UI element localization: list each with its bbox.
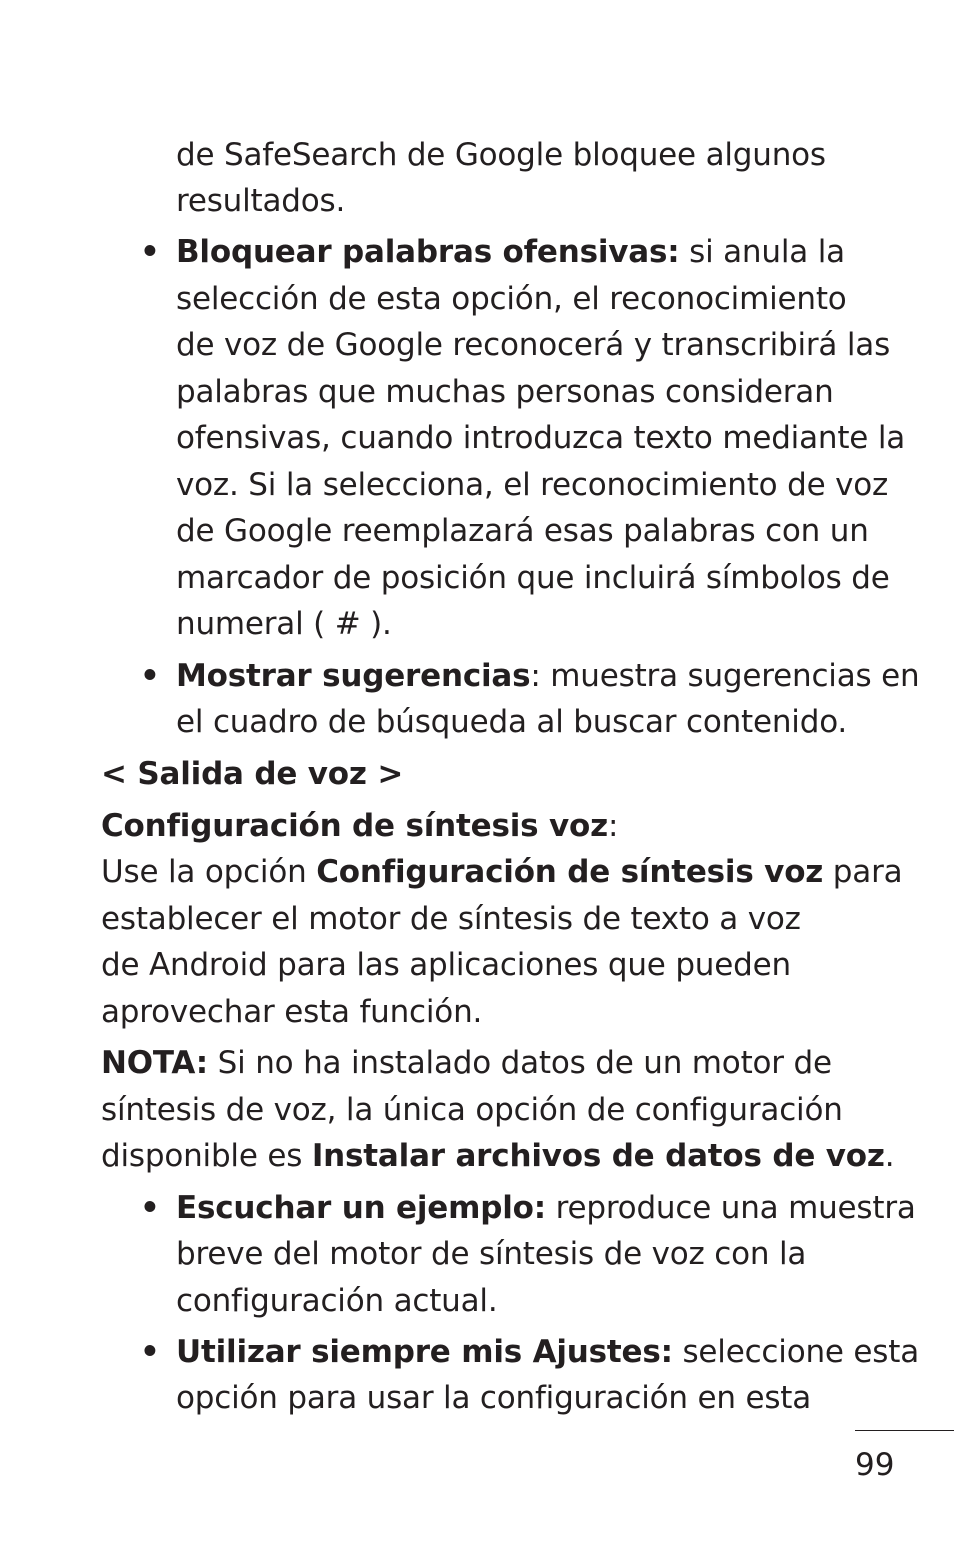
bullet-text: numeral ( # ). — [176, 606, 392, 642]
bullet-text: el cuadro de búsqueda al buscar contenido. — [176, 704, 848, 740]
continuation-line: de SafeSearch de Google bloquee algunos — [176, 137, 826, 173]
subsection-heading — [101, 803, 618, 849]
paragraph-first-line — [101, 849, 902, 895]
note-first-line — [101, 1040, 832, 1086]
section-heading: < Salida de voz > — [101, 756, 404, 792]
page-number: 99 — [855, 1447, 895, 1483]
bullet-text: si anula la — [679, 234, 845, 270]
paragraph-text: para — [823, 854, 903, 890]
bullet-marker: • — [140, 1334, 160, 1370]
bullet-term: Escuchar un ejemplo: — [176, 1190, 546, 1226]
note-text: síntesis de voz, la única opción de configuración — [101, 1092, 843, 1128]
note-last-line — [101, 1133, 894, 1179]
bullet-text: opción para usar la configuración en esta — [176, 1380, 812, 1416]
footer-rule — [855, 1430, 954, 1431]
bullet-text: de Google reemplazará esas palabras con un — [176, 513, 869, 549]
paragraph-term: Configuración de síntesis voz — [316, 854, 824, 890]
note-term: Instalar archivos de datos de voz — [311, 1138, 885, 1174]
bullet-text: marcador de posición que incluirá símbolos de — [176, 560, 890, 596]
bullet-term: Mostrar sugerencias — [176, 658, 531, 694]
note-text: . — [884, 1138, 895, 1174]
bullet-text: : muestra sugerencias en — [530, 658, 920, 694]
paragraph-text: de Android para las aplicaciones que pueden — [101, 947, 791, 983]
bullet-term: Bloquear palabras ofensivas: — [176, 234, 680, 270]
bullet-text: configuración actual. — [176, 1283, 498, 1319]
subsection-suffix: : — [607, 808, 619, 844]
bullet-marker: • — [140, 234, 160, 270]
paragraph-text: establecer el motor de síntesis de texto a voz — [101, 901, 801, 937]
bullet-item-first-line — [176, 1185, 916, 1231]
bullet-text: breve del motor de síntesis de voz con la — [176, 1236, 807, 1272]
bullet-text: selección de esta opción, el reconocimiento — [176, 281, 847, 317]
bullet-text: de voz de Google reconocerá y transcribirá las — [176, 327, 891, 363]
subsection-term: Configuración de síntesis voz — [101, 808, 608, 844]
bullet-marker: • — [140, 1190, 160, 1226]
continuation-line: resultados. — [176, 183, 346, 219]
bullet-text: ofensivas, cuando introduzca texto mediante la — [176, 420, 906, 456]
bullet-item-first-line — [176, 653, 919, 699]
bullet-text: seleccione esta — [672, 1334, 920, 1370]
bullet-marker: • — [140, 658, 160, 694]
note-label: NOTA: — [101, 1045, 209, 1081]
note-text: disponible es — [101, 1138, 312, 1174]
bullet-text: voz. Si la selecciona, el reconocimiento de voz — [176, 467, 889, 503]
bullet-item-first-line — [176, 229, 845, 275]
bullet-term: Utilizar siempre mis Ajustes: — [176, 1334, 673, 1370]
bullet-text: palabras que muchas personas consideran — [176, 374, 834, 410]
bullet-item-first-line — [176, 1329, 919, 1375]
note-text: Si no ha instalado datos de un motor de — [208, 1045, 832, 1081]
paragraph-text: Use la opción — [101, 854, 317, 890]
paragraph-text: aprovechar esta función. — [101, 994, 483, 1030]
bullet-text: reproduce una muestra — [545, 1190, 916, 1226]
